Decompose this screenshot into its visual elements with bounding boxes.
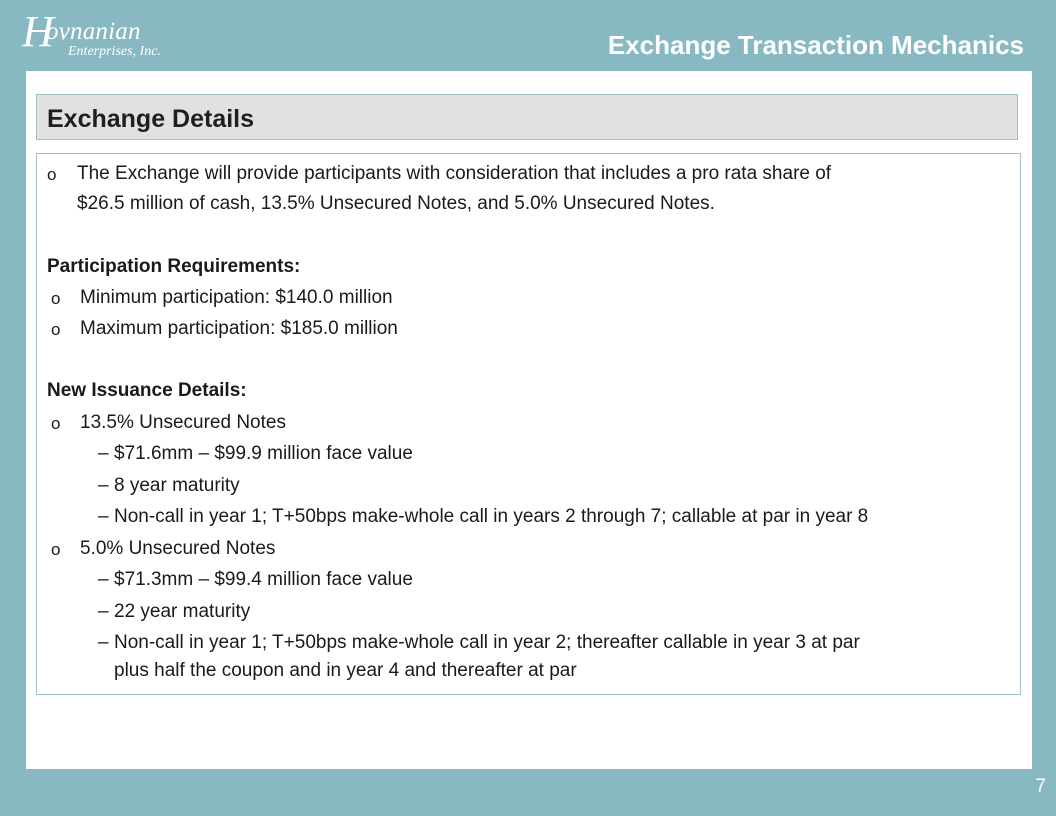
bullet-icon: o [51, 289, 61, 308]
page-number: 7 [1035, 776, 1046, 797]
slide-body [26, 71, 1032, 769]
detail-item-continued: plus half the coupon and in year 4 and thereafter at par [114, 660, 577, 681]
slide-title: Exchange Transaction Mechanics [607, 30, 1024, 60]
dash-icon: – [98, 569, 109, 590]
dash-icon: – [98, 632, 109, 653]
list-item: Minimum participation: $140.0 million [80, 287, 393, 308]
bullet-icon: o [51, 414, 61, 433]
section-heading: Exchange Details [47, 105, 255, 133]
issuance-heading: New Issuance Details: [47, 380, 247, 401]
note-title: 5.0% Unsecured Notes [80, 538, 276, 559]
detail-item: Non-call in year 1; T+50bps make-whole call in years 2 through 7; callable at par in year 8 [114, 506, 869, 527]
bullet-icon: o [47, 165, 57, 184]
dash-icon: – [98, 601, 109, 622]
logo-name: ovnanian [46, 18, 141, 45]
logo-initial: H [22, 7, 54, 56]
participation-heading: Participation Requirements: [47, 256, 301, 277]
detail-item: $71.3mm – $99.4 million face value [114, 569, 413, 590]
bullet-icon: o [51, 320, 61, 339]
bullet-icon: o [51, 540, 61, 559]
intro-line-1: The Exchange will provide participants with consideration that includes a pro rata share of [77, 163, 832, 184]
intro-line-2: $26.5 million of cash, 13.5% Unsecured Notes, and 5.0% Unsecured Notes. [77, 193, 715, 214]
note-title: 13.5% Unsecured Notes [80, 412, 286, 433]
details-panel [36, 153, 1021, 695]
company-logo [22, 7, 182, 62]
dash-icon: – [98, 443, 109, 464]
dash-icon: – [98, 475, 109, 496]
list-item: Maximum participation: $185.0 million [80, 318, 398, 339]
detail-item: 8 year maturity [114, 475, 240, 496]
logo-subtitle: Enterprises, Inc. [68, 44, 161, 59]
detail-item: 22 year maturity [114, 601, 251, 622]
detail-item: $71.6mm – $99.9 million face value [114, 443, 413, 464]
section-header [36, 94, 1018, 140]
detail-item: Non-call in year 1; T+50bps make-whole call in year 2; thereafter callable in year 3 at par [114, 632, 860, 653]
dash-icon: – [98, 506, 109, 527]
